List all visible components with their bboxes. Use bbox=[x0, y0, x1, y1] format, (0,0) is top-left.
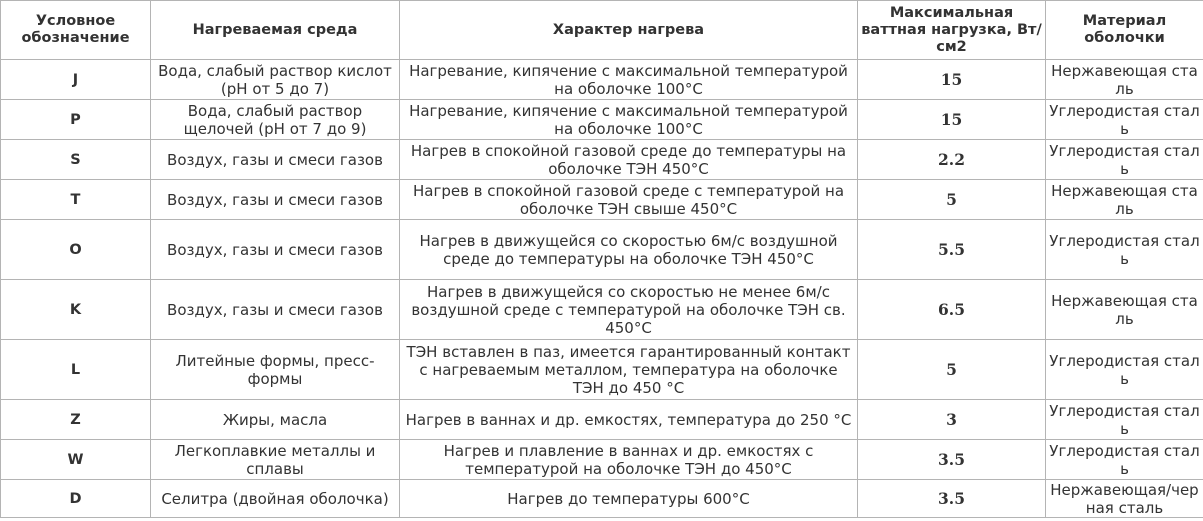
cell-heating: Нагревание, кипячение с максимальной температурой на оболочке 100°C bbox=[400, 100, 858, 140]
cell-material: Нержавеющая/черная сталь bbox=[1046, 480, 1203, 518]
cell-load: 15 bbox=[858, 60, 1046, 100]
cell-load: 2.2 bbox=[858, 140, 1046, 180]
table-header bbox=[1, 1, 1203, 60]
cell-load: 5.5 bbox=[858, 220, 1046, 280]
cell-heating: Нагревание, кипячение с максимальной температурой на оболочке 100°C bbox=[400, 60, 858, 100]
cell-load: 5 bbox=[858, 180, 1046, 220]
table-row bbox=[1, 100, 1203, 140]
header-row bbox=[1, 1, 1203, 60]
cell-medium: Легкоплавкие металлы и сплавы bbox=[151, 440, 400, 480]
cell-material: Углеродистая сталь bbox=[1046, 100, 1203, 140]
cell-medium: Селитра (двойная оболочка) bbox=[151, 480, 400, 518]
cell-heating: Нагрев в движущейся со скоростью не менее 6м/с воздушной среде с температурой на оболочке ТЭН св. 450°C bbox=[400, 280, 858, 340]
table-row bbox=[1, 140, 1203, 180]
cell-medium: Воздух, газы и смеси газов bbox=[151, 280, 400, 340]
table-row bbox=[1, 180, 1203, 220]
table-row bbox=[1, 60, 1203, 100]
cell-code: W bbox=[1, 440, 151, 480]
cell-material: Углеродистая сталь bbox=[1046, 340, 1203, 400]
cell-heating: Нагрев в движущейся со скоростью 6м/с воздушной среде до температуры на оболочке ТЭН 450°C bbox=[400, 220, 858, 280]
table-row bbox=[1, 280, 1203, 340]
cell-medium: Вода, слабый раствор кислот (pH от 5 до 7) bbox=[151, 60, 400, 100]
cell-heating: Нагрев в ваннах и др. емкостях, температура до 250 °C bbox=[400, 400, 858, 440]
cell-material: Углеродистая сталь bbox=[1046, 220, 1203, 280]
cell-heating: Нагрев и плавление в ваннах и др. емкостях с температурой на оболочке ТЭН до 450°C bbox=[400, 440, 858, 480]
cell-heating: ТЭН вставлен в паз, имеется гарантированный контакт с нагреваемым металлом, температура на оболочке ТЭН до 450 °C bbox=[400, 340, 858, 400]
cell-medium: Жиры, масла bbox=[151, 400, 400, 440]
cell-code: D bbox=[1, 480, 151, 518]
cell-material: Нержавеющая сталь bbox=[1046, 280, 1203, 340]
cell-medium: Вода, слабый раствор щелочей (pH от 7 до 9) bbox=[151, 100, 400, 140]
cell-material: Нержавеющая сталь bbox=[1046, 180, 1203, 220]
cell-heating: Нагрев в спокойной газовой среде до температуры на оболочке ТЭН 450°C bbox=[400, 140, 858, 180]
cell-load: 3.5 bbox=[858, 480, 1046, 518]
cell-load: 5 bbox=[858, 340, 1046, 400]
cell-material: Углеродистая сталь bbox=[1046, 140, 1203, 180]
cell-heating: Нагрев до температуры 600°C bbox=[400, 480, 858, 518]
cell-code: O bbox=[1, 220, 151, 280]
cell-code: J bbox=[1, 60, 151, 100]
table-row bbox=[1, 400, 1203, 440]
cell-code: P bbox=[1, 100, 151, 140]
cell-material: Углеродистая сталь bbox=[1046, 440, 1203, 480]
table-row bbox=[1, 440, 1203, 480]
cell-load: 3 bbox=[858, 400, 1046, 440]
cell-code: S bbox=[1, 140, 151, 180]
table-body bbox=[1, 60, 1203, 518]
header-heating: Характер нагрева bbox=[400, 1, 858, 60]
header-material: Материал оболочки bbox=[1046, 1, 1203, 60]
cell-load: 6.5 bbox=[858, 280, 1046, 340]
header-load: Максимальная ваттная нагрузка, Вт/см2 bbox=[858, 1, 1046, 60]
cell-code: K bbox=[1, 280, 151, 340]
table-row bbox=[1, 340, 1203, 400]
cell-code: L bbox=[1, 340, 151, 400]
cell-code: T bbox=[1, 180, 151, 220]
table-row bbox=[1, 220, 1203, 280]
cell-load: 15 bbox=[858, 100, 1046, 140]
header-medium: Нагреваемая среда bbox=[151, 1, 400, 60]
cell-load: 3.5 bbox=[858, 440, 1046, 480]
cell-medium: Воздух, газы и смеси газов bbox=[151, 140, 400, 180]
cell-heating: Нагрев в спокойной газовой среде с температурой на оболочке ТЭН свыше 450°C bbox=[400, 180, 858, 220]
cell-code: Z bbox=[1, 400, 151, 440]
cell-material: Углеродистая сталь bbox=[1046, 400, 1203, 440]
cell-material: Нержавеющая сталь bbox=[1046, 60, 1203, 100]
header-code: Условное обозначение bbox=[1, 1, 151, 60]
cell-medium: Воздух, газы и смеси газов bbox=[151, 180, 400, 220]
cell-medium: Литейные формы, пресс-формы bbox=[151, 340, 400, 400]
cell-medium: Воздух, газы и смеси газов bbox=[151, 220, 400, 280]
table-row bbox=[1, 480, 1203, 518]
